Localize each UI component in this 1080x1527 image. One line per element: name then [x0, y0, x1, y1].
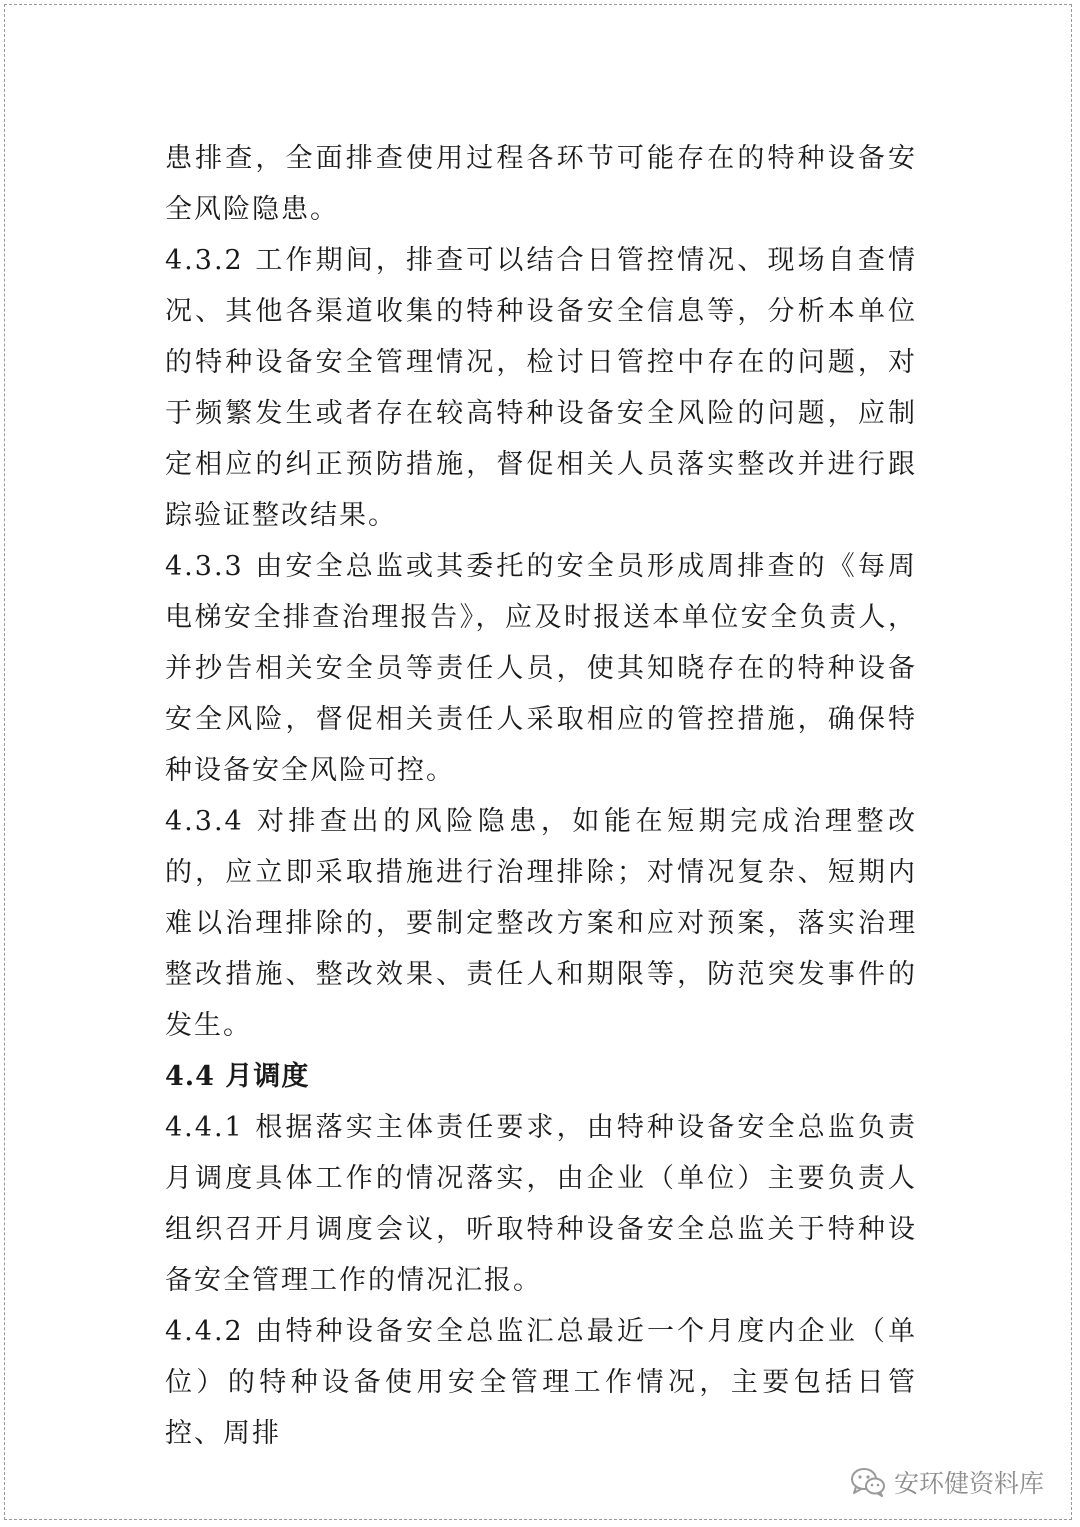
document-body — [165, 133, 917, 1459]
paragraph-4-4-2: 4.4.2 由特种设备安全总监汇总最近一个月度内企业（单位）的特种设备使用安全管理工作情况，主要包括日管控、周排 — [165, 1316, 917, 1449]
paragraph-4-3-2: 4.3.2 工作期间，排查可以结合日管控情况、现场自查情况、其他各渠道收集的特种设备安全信息等，分析本单位的特种设备安全管理情况，检讨日管控中存在的问题，对于频繁发生或者存在较高特种设备安全风险的问题，应制定相应的纠正预防措施，督促相关人员落实整改并进行跟踪验证整改结果。 — [165, 245, 917, 531]
paragraph-4-3-3: 4.3.3 由安全总监或其委托的安全员形成周排查的《每周电梯安全排查治理报告》，应及时报送本单位安全负责人，并抄告相关安全员等责任人员，使其知晓存在的特种设备安全风险，督促相关责任人采取相应的管控措施，确保特种设备安全风险可控。 — [165, 551, 917, 786]
wechat-icon — [850, 1467, 886, 1497]
paragraph-4-4-1: 4.4.1 根据落实主体责任要求，由特种设备安全总监负责月调度具体工作的情况落实，由企业（单位）主要负责人组织召开月调度会议，听取特种设备安全总监关于特种设备安全管理工作的情况汇报。 — [165, 1112, 917, 1296]
watermark-text: 安环健资料库 — [893, 1469, 1044, 1498]
paragraph-4-3-1-cont: 患排查，全面排查使用过程各环节可能存在的特种设备安全风险隐患。 — [165, 143, 917, 225]
watermark — [850, 1462, 1044, 1502]
section-heading-4-4: 4.4 月调度 — [165, 1061, 310, 1092]
paragraph-4-3-4: 4.3.4 对排查出的风险隐患，如能在短期完成治理整改的，应立即采取措施进行治理排除；对情况复杂、短期内难以治理排除的，要制定整改方案和应对预案，落实治理整改措施、整改效果、责任人和期限等，防范突发事件的发生。 — [165, 806, 918, 1041]
